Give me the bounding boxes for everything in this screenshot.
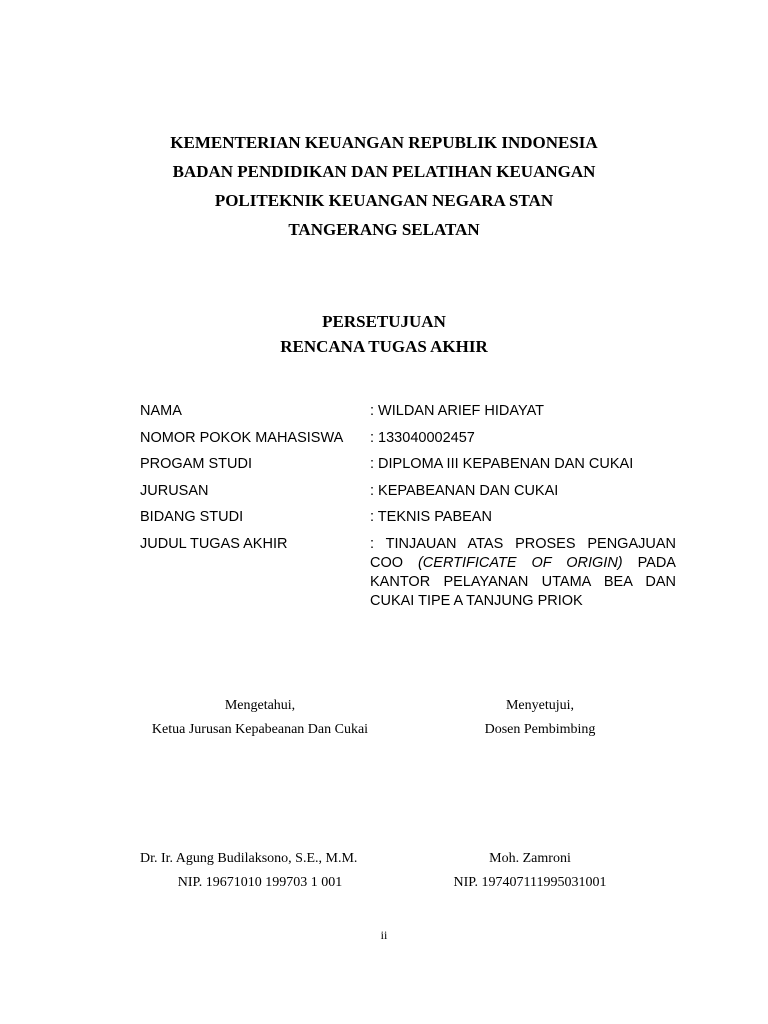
signer-right-name: Moh. Zamroni [489, 851, 571, 866]
field-label: NAMA [140, 403, 182, 419]
field-row-program-studi [140, 455, 676, 482]
signer-left-name: Dr. Ir. Agung Budilaksono, S.E., M.M. [140, 851, 358, 866]
field-value: : WILDAN ARIEF HIDAYAT [370, 403, 545, 419]
approval-left [140, 694, 380, 742]
ministry-name: KEMENTERIAN KEUANGAN REPUBLIK INDONESIA [170, 133, 598, 152]
thesis-title-part-2: PADA KANTOR PELAYANAN UTAMA BEA DAN CUKAI TIPE A TANJUNG PRIOK [370, 554, 676, 609]
page-number: ii [380, 928, 388, 942]
approved-label: Menyetujui, [505, 698, 575, 713]
document-title [0, 309, 768, 359]
field-value: : TEKNIS PABEAN [370, 509, 492, 525]
agency-name: BADAN PENDIDIKAN DAN PELATIHAN KEUANGAN [172, 162, 596, 181]
field-label: PROGAM STUDI [140, 456, 252, 472]
field-value: : KEPABEANAN DAN CUKAI [370, 482, 559, 499]
signer-right [410, 847, 650, 895]
thesis-title-value [370, 535, 676, 611]
city-name: TANGERANG SELATAN [288, 220, 480, 239]
field-row-npm [140, 429, 676, 456]
field-label: JUDUL TUGAS AKHIR [140, 535, 288, 552]
head-of-department-label: Ketua Jurusan Kepabeanan Dan Cukai [151, 722, 369, 737]
approval-right [430, 694, 650, 742]
field-value: : DIPLOMA III KEPABENAN DAN CUKAI [370, 456, 634, 472]
document-header [0, 128, 768, 244]
signer-left-nip: NIP. 19671010 199703 1 001 [177, 875, 343, 890]
institution-name: POLITEKNIK KEUANGAN NEGARA STAN [214, 191, 554, 210]
thesis-title-italic: (CERTIFICATE OF ORIGIN) [417, 554, 623, 571]
student-info-table [140, 402, 676, 611]
field-label: NOMOR POKOK MAHASISWA [140, 429, 344, 446]
signer-left [140, 847, 380, 895]
signer-right-nip: NIP. 197407111995031001 [453, 875, 607, 890]
field-row-bidang-studi [140, 508, 676, 535]
field-row-judul [140, 535, 676, 611]
field-label: BIDANG STUDI [140, 509, 244, 525]
supervisor-label: Dosen Pembimbing [484, 722, 596, 737]
field-label: JURUSAN [140, 482, 209, 499]
acknowledged-label: Mengetahui, [224, 698, 296, 713]
field-row-jurusan [140, 482, 676, 509]
title-line-1: PERSETUJUAN [322, 312, 446, 331]
field-row-nama [140, 402, 676, 429]
field-value: : 133040002457 [370, 429, 475, 446]
title-line-2: RENCANA TUGAS AKHIR [280, 337, 488, 356]
thesis-title-part-1: : TINJAUAN ATAS PROSES PENGAJUAN COO [370, 535, 676, 571]
